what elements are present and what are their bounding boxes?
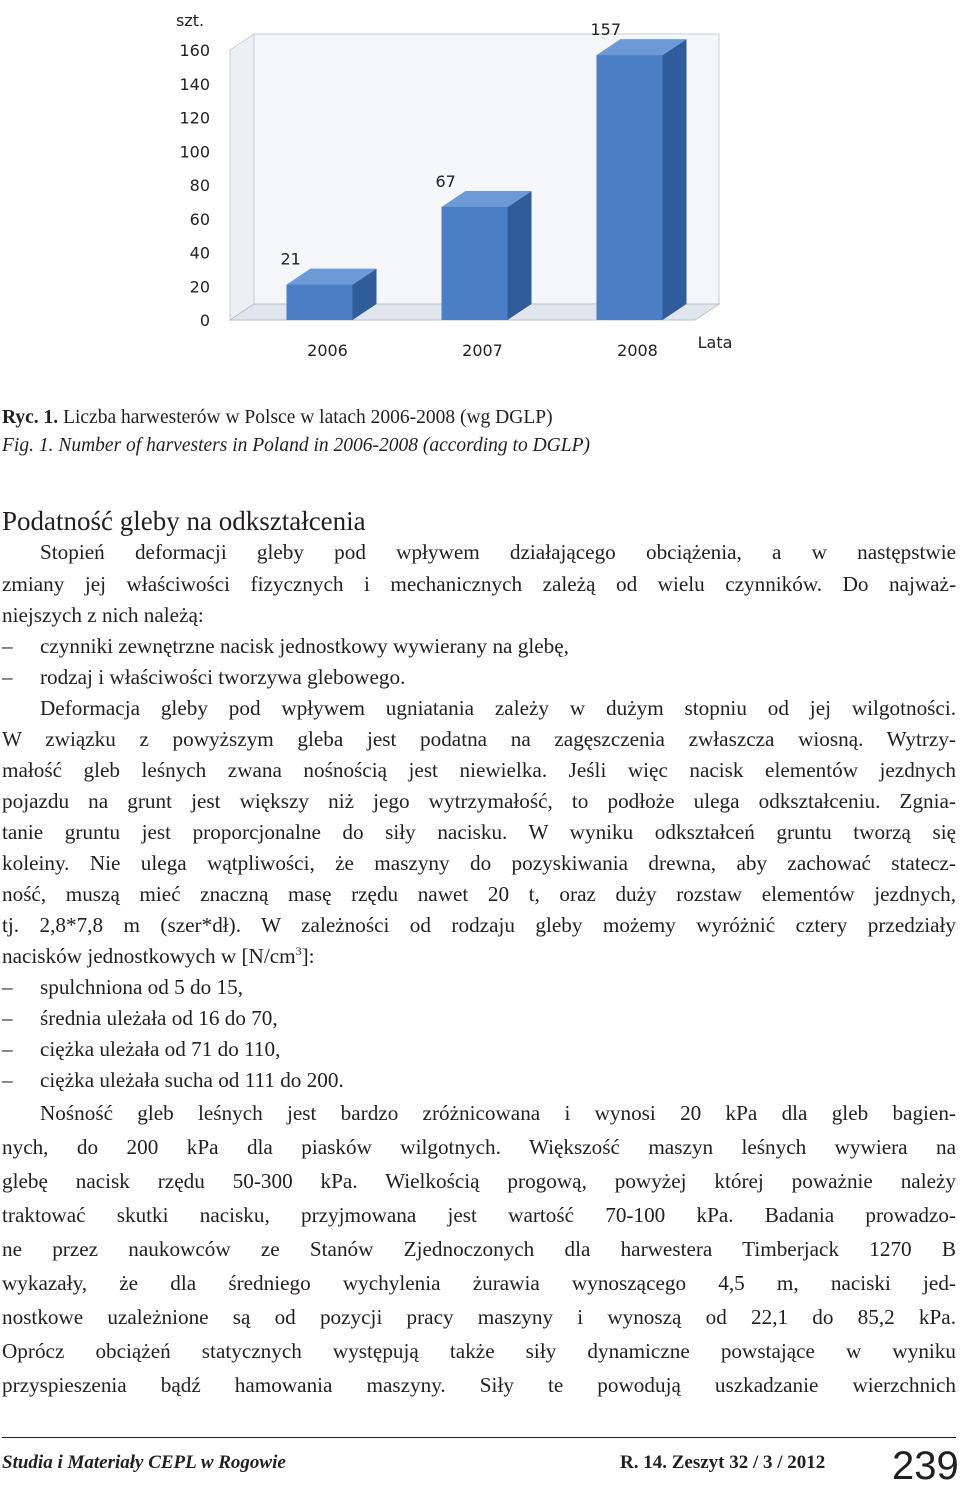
list-item [2, 1004, 902, 1032]
list-item [2, 632, 902, 660]
bar [287, 285, 353, 320]
bullet-dash: – [2, 1037, 13, 1061]
superscript: 3 [295, 943, 302, 958]
y-tick-label: 80 [189, 176, 210, 195]
data-label: 21 [280, 249, 301, 269]
figure-label: Ryc. 1. [2, 407, 59, 428]
list-item-text: ciężka uleżała sucha od 111 do 200. [40, 1068, 344, 1092]
bar [597, 55, 663, 320]
chart-side-wall [230, 34, 254, 320]
bullet-dash: – [2, 1006, 13, 1030]
y-tick-label: 40 [189, 243, 210, 263]
paragraph-line: W związku z powyższym gleba jest podatna na zagęszczenia zwłaszcza wiosną. Wytrzy- [2, 727, 956, 751]
paragraph-line: Stopień deformacji gleby pod wpływem działającego obciążenia, a w następstwie [40, 540, 956, 564]
list-item-text: średnia uleżała od 16 do 70, [40, 1006, 278, 1030]
bullet-dash: – [2, 665, 13, 689]
paragraph-line: wykazały, że dla średniego wychylenia żurawia wynoszącego 4,5 m, naciski jed- [2, 1271, 956, 1295]
section-title: Podatność gleby na odkształcenia [2, 506, 366, 536]
y-tick-label: 20 [189, 277, 210, 297]
paragraph-line: małość gleb leśnych zwana nośnością jest niewielka. Jeśli więc nacisk elementów jezdnych [2, 758, 956, 782]
list-item [2, 1035, 902, 1063]
x-axis-label: Lata [697, 333, 733, 352]
bullet-dash: – [2, 634, 13, 658]
x-tick-label: 2007 [462, 341, 503, 360]
bar-side [508, 191, 532, 320]
paragraph-line: niejszych z nich należą: [2, 603, 204, 627]
data-label: 157 [590, 20, 622, 40]
figure-caption-text: Liczba harwesterów w Polsce w latach 2006-2008 (wg DGLP) [58, 407, 553, 428]
paragraph-line: Deformacja gleby pod wpływem ugniatania zależy w dużym stopniu od jej wilgotności. [40, 696, 956, 720]
paragraph-line: Oprócz obciążeń statycznych występują także siły dynamiczne powstające w wyniku [2, 1339, 956, 1363]
list-item [2, 663, 902, 691]
page-number: 239 [892, 1444, 959, 1488]
y-tick-label: 60 [189, 209, 210, 229]
footer-issue: R. 14. Zeszyt 32 / 3 / 2012 [620, 1452, 826, 1473]
figure-caption-en: Fig. 1. Number of harvesters in Poland in 2006-2008 (according to DGLP) [2, 435, 591, 456]
list-item-text: ciężka uleżała od 71 do 110, [40, 1037, 281, 1061]
paragraph-line: koleiny. Nie ulega wątpliwości, że maszyny do pozyskiwania drewna, aby zachować statecz- [2, 851, 956, 875]
x-tick-label: 2006 [307, 341, 348, 360]
paragraph-line: ne przez naukowców ze Stanów Zjednoczonych dla harwestera Timberjack 1270 B [2, 1237, 956, 1261]
paragraph-line: nostkowe uzależnione są od pozycji pracy maszyny i wynoszą od 22,1 do 85,2 kPa. [2, 1305, 956, 1329]
paragraph-line: traktować skutki nacisku, przyjmowana jest wartość 70-100 kPa. Badania prowadzo- [2, 1203, 956, 1227]
paragraph-text: nacisków jednostkowych w [N/cm [2, 944, 296, 968]
paragraph-line: pojazdu na grunt jest większy niż jego wytrzymałość, to podłoże ulega odkształceniu. Zgnia- [2, 789, 956, 813]
paragraph-line: tj. 2,8*7,8 m (szer*dł). W zależności od rodzaju gleby możemy wyróżnić cztery przedziały [2, 913, 956, 937]
paragraph-text: ]: [301, 944, 315, 968]
y-tick-label: 160 [179, 41, 210, 60]
paragraph-line: glebę nacisk rzędu 50-300 kPa. Wielkością progową, powyżej której poważnie należy [2, 1169, 956, 1193]
figure-caption-pl [2, 406, 553, 430]
paragraph-line: Nośność gleb leśnych jest bardzo zróżnicowana i wynosi 20 kPa dla gleb bagien- [40, 1101, 956, 1125]
paragraph-line [2, 942, 956, 970]
bar-chart [150, 0, 790, 372]
list-item-text: czynniki zewnętrzne nacisk jednostkowy wywierany na glebę, [40, 634, 569, 658]
footer-divider [2, 1437, 956, 1438]
paragraph-line: przyspieszenia bądź hamowania maszyny. Siły te powodują uszkadzanie wierzchnich [2, 1373, 956, 1397]
list-item-text: spulchniona od 5 do 15, [40, 975, 244, 999]
y-tick-label: 120 [179, 108, 210, 128]
bar-side [663, 39, 687, 320]
list-item [2, 973, 902, 1001]
list-item [2, 1066, 902, 1094]
y-axis-label: szt. [175, 11, 205, 30]
list-item-text: rodzaj i właściwości tworzywa glebowego. [40, 665, 406, 689]
paragraph-line: ność, muszą mieć znaczną masę rzędu nawet 20 t, oraz duży rozstaw elementów jezdnych, [2, 882, 956, 906]
x-tick-label: 2008 [617, 341, 658, 360]
data-label: 67 [435, 171, 456, 191]
footer-journal-name: Studia i Materiały CEPL w Rogowie [2, 1452, 286, 1473]
bullet-dash: – [2, 975, 13, 999]
paragraph-line: zmiany jej właściwości fizycznych i mechanicznych zależą od wielu czynników. Do najważ- [2, 572, 956, 596]
paragraph-line: tanie gruntu jest proporcjonalne do siły nacisku. W wyniku odkształceń gruntu tworzą się [2, 820, 956, 844]
y-tick-label: 140 [179, 74, 210, 94]
paragraph-line: nych, do 200 kPa dla piasków wilgotnych. Większość maszyn leśnych wywiera na [2, 1135, 956, 1159]
y-tick-label: 100 [179, 142, 210, 162]
y-tick-label: 0 [199, 311, 210, 330]
bar [442, 207, 508, 320]
bullet-dash: – [2, 1068, 13, 1092]
chart-svg [150, 0, 790, 372]
